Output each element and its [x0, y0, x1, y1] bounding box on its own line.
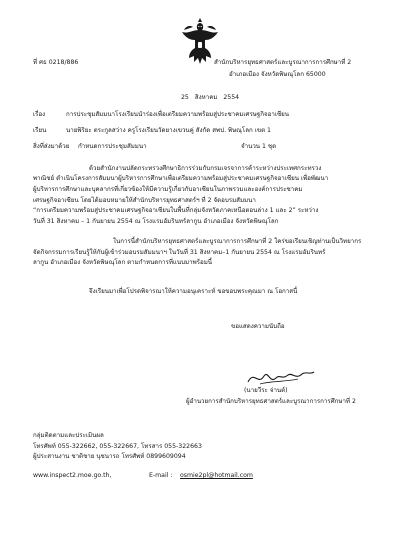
contact-email-link[interactable]: osmie2pl@hotmail.com	[180, 472, 253, 479]
body-paragraph-1-line: พาณิชย์ ดำเนินโครงการสัมมนาผู้บริหารการศึกษาเพื่อเตรียมความพร้อมสู่ประชาคมเศรษฐกิจอาเซียน เพื่อพัฒนา	[33, 175, 329, 182]
recipient-text: นายพิริยะ ตระกูลสว่าง ครูโรงเรียนวัดยางเขวนคู่ สังกัด สพป. พิษณุโลก เขต 1	[66, 127, 271, 134]
subject-text: การประชุมสัมมนาโรงเรียนนำร่องเพื่อเตรียมความพร้อมสู่ประชาคมเศรษฐกิจอาเซียน	[66, 111, 290, 118]
body-paragraph-2-line: ลากูน อำเภอเมือง จังหวัดพิษณุโลก ตามกำหนดการที่แนบมาพร้อมนี้	[33, 259, 213, 266]
body-paragraph-2-line: จัดกิจกรรมการเรียนรู้ให้กับผู้เข้าร่วมอบรมสัมมนาฯ ในวันที่ 31 สิงหาคม–1 กันยายน 2554 ณ โรงแรมอัมรินทร์	[33, 249, 326, 256]
body-paragraph-1-line: ด้วยสำนักงานปลัดกระทรวงศึกษาธิการร่วมกับกรมเจรจาการค้าระหว่างประเทศกระทรวง	[89, 165, 322, 172]
enclosure-text: กำหนดการประชุมสัมมนา	[78, 143, 147, 150]
body-paragraph-3: จึงเรียนมาเพื่อโปรดพิจารณาให้ความอนุเคราะห์ ขอขอบพระคุณมา ณ โอกาสนี้	[89, 288, 298, 295]
recipient-label: เรียน	[33, 127, 47, 134]
reference-number: ที่ ศธ 0218/886	[33, 59, 79, 66]
sender-office-address: อำเภอเมือง จังหวัดพิษณุโลก 65000	[229, 71, 326, 78]
contact-group: กลุ่มติดตามและประเมินผล	[33, 432, 104, 439]
enclosure-count: จำนวน 1 ชุด	[241, 143, 277, 150]
contact-phone: โทรศัพท์ 055-322662, 055-322667, โทรสาร 055-322663	[33, 443, 202, 450]
subject-label: เรื่อง	[33, 111, 46, 118]
body-paragraph-1-line: วันที่ 31 สิงหาคม – 1 กันยายน 2554 ณ โรงแรมอัมรินทร์ลากูน อำเภอเมือง จังหวัดพิษณุโลก	[33, 218, 279, 225]
sender-office-name: สำนักบริหารยุทธศาสตร์และบูรณาการการศึกษาที่ 2	[214, 59, 352, 66]
body-paragraph-1-line: “การเตรียมความพร้อมสู่ประชาคมเศรษฐกิจอาเซียนในพื้นที่กลุ่มจังหวัดภาคเหนือตอนล่าง 1 และ 2” ระหว่าง	[33, 207, 319, 214]
signer-title: ผู้อำนวยการสำนักบริหารยุทธศาสตร์และบูรณาการการศึกษาที่ 2	[186, 398, 356, 405]
handwritten-signature-icon	[246, 366, 316, 388]
enclosure-label: สิ่งที่ส่งมาด้วย	[33, 143, 70, 150]
contact-email-label: E-mail :	[149, 472, 173, 479]
letter-date: 25 สิงหาคม 2554	[181, 94, 240, 101]
contact-website-link[interactable]: www.inspect2.moe.go.th,	[33, 472, 112, 479]
contact-coordinator: ผู้ประสานงาน ชาติชาย นุชนารถ โทรศัพท์ 0899609094	[33, 453, 186, 460]
signer-name: (นายวีระ จ่านต์)	[244, 387, 288, 394]
body-paragraph-1-line: เศรษฐกิจอาเซียน โดยได้มอบหมายให้สำนักบริหารยุทธศาสตร์ฯ ที่ 2 จัดอบรมสัมมนา	[33, 197, 256, 204]
body-paragraph-2-line: ในการนี้สำนักบริหารยุทธศาสตร์และบูรณาการการศึกษาที่ 2 ใคร่ขอเรียนเชิญท่านเป็นวิทยากร	[113, 238, 362, 245]
body-paragraph-1-line: ผู้บริหารการศึกษาและบุคลากรที่เกี่ยวข้องให้มีความรู้เกี่ยวกับอาเซียนในภาพรวมและองค์การประชาคม	[33, 186, 303, 193]
closing-phrase: ขอแสดงความนับถือ	[231, 323, 285, 330]
